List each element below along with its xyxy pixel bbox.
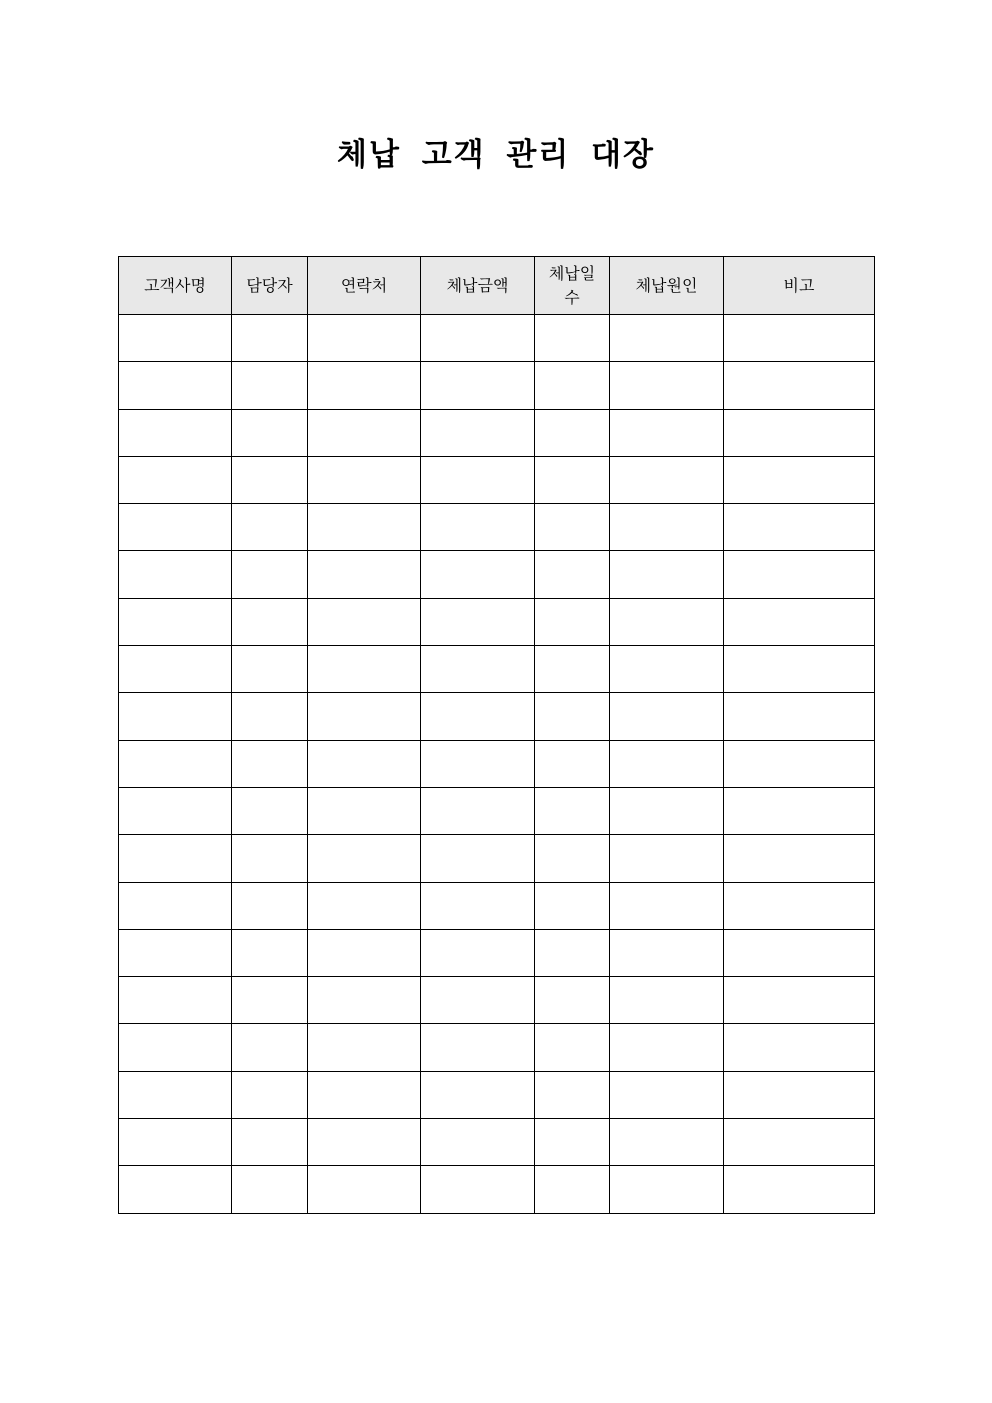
table-cell[interactable] (535, 740, 610, 787)
table-cell[interactable] (610, 835, 724, 882)
table-cell[interactable] (232, 646, 308, 693)
table-cell[interactable] (308, 835, 421, 882)
table-cell[interactable] (119, 693, 232, 740)
table-cell[interactable] (119, 1024, 232, 1071)
table-cell[interactable] (724, 740, 875, 787)
header-label: 고객사명 (144, 275, 206, 295)
table-cell[interactable] (421, 646, 535, 693)
table-cell[interactable] (232, 315, 308, 362)
header-label: 체납원인 (635, 275, 698, 295)
table-cell[interactable] (535, 1166, 610, 1213)
table-cell[interactable] (535, 929, 610, 976)
document-title: 체납 고객 관리 대장 (337, 137, 655, 173)
table-row (119, 740, 875, 787)
table-row (119, 598, 875, 645)
table-row (119, 456, 875, 503)
table-cell[interactable] (421, 787, 535, 834)
table-cell[interactable] (119, 1119, 232, 1166)
table-cell[interactable] (119, 1071, 232, 1118)
table-cell[interactable] (232, 882, 308, 929)
table-cell[interactable] (724, 1166, 875, 1213)
table-row (119, 504, 875, 551)
table-cell[interactable] (610, 551, 724, 598)
table-cell[interactable] (724, 882, 875, 929)
table-cell[interactable] (421, 1024, 535, 1071)
table-row (119, 1166, 875, 1213)
table-cell[interactable] (308, 598, 421, 645)
table-row (119, 882, 875, 929)
table-cell[interactable] (610, 504, 724, 551)
table-cell[interactable] (232, 977, 308, 1024)
table-row (119, 315, 875, 362)
table-cell[interactable] (232, 929, 308, 976)
table-cell[interactable] (119, 409, 232, 456)
table-cell[interactable] (119, 835, 232, 882)
table-cell[interactable] (724, 929, 875, 976)
table-cell[interactable] (421, 551, 535, 598)
table-cell[interactable] (421, 693, 535, 740)
header-overdue-days (535, 257, 610, 315)
header-remarks (724, 257, 875, 315)
table-cell[interactable] (724, 598, 875, 645)
table-cell[interactable] (724, 835, 875, 882)
header-manager (232, 257, 308, 315)
table-cell[interactable] (535, 646, 610, 693)
table-cell[interactable] (610, 456, 724, 503)
table-cell[interactable] (610, 1166, 724, 1213)
table-cell[interactable] (421, 409, 535, 456)
table-cell[interactable] (535, 693, 610, 740)
table-row (119, 646, 875, 693)
table-cell[interactable] (610, 646, 724, 693)
table-cell[interactable] (308, 1024, 421, 1071)
table-cell[interactable] (308, 504, 421, 551)
table-row (119, 693, 875, 740)
table-cell[interactable] (308, 977, 421, 1024)
table-cell[interactable] (308, 929, 421, 976)
table-cell[interactable] (232, 1119, 308, 1166)
header-overdue-amount (421, 257, 535, 315)
table-cell[interactable] (421, 929, 535, 976)
table-cell[interactable] (421, 598, 535, 645)
table-cell[interactable] (232, 551, 308, 598)
table-cell[interactable] (535, 315, 610, 362)
table-body (119, 315, 875, 1214)
table-cell[interactable] (535, 835, 610, 882)
table-cell[interactable] (232, 598, 308, 645)
table-cell[interactable] (610, 315, 724, 362)
table-cell[interactable] (610, 929, 724, 976)
table-cell[interactable] (421, 740, 535, 787)
table-cell[interactable] (724, 1024, 875, 1071)
table-cell[interactable] (535, 1071, 610, 1118)
table-row (119, 835, 875, 882)
table-row (119, 362, 875, 409)
header-overdue-reason (610, 257, 724, 315)
table-row (119, 409, 875, 456)
table-cell[interactable] (308, 456, 421, 503)
table-cell[interactable] (119, 362, 232, 409)
table-cell[interactable] (308, 409, 421, 456)
table-row (119, 1071, 875, 1118)
table-cell[interactable] (308, 1071, 421, 1118)
table-cell[interactable] (535, 1119, 610, 1166)
table-cell[interactable] (119, 1166, 232, 1213)
header-label: 체납일수 (548, 263, 596, 307)
table-cell[interactable] (421, 1166, 535, 1213)
table-cell[interactable] (119, 929, 232, 976)
table-cell[interactable] (421, 456, 535, 503)
table-cell[interactable] (535, 977, 610, 1024)
table-cell[interactable] (610, 977, 724, 1024)
header-contact (308, 257, 421, 315)
table-cell[interactable] (232, 693, 308, 740)
table-cell[interactable] (724, 456, 875, 503)
table-cell[interactable] (119, 977, 232, 1024)
table-cell[interactable] (232, 1024, 308, 1071)
table-cell[interactable] (610, 1071, 724, 1118)
table-row (119, 1024, 875, 1071)
table-row (119, 929, 875, 976)
table-cell[interactable] (535, 1024, 610, 1071)
table-cell[interactable] (119, 740, 232, 787)
table-cell[interactable] (724, 977, 875, 1024)
table-cell[interactable] (724, 1119, 875, 1166)
table-cell[interactable] (535, 598, 610, 645)
table-cell[interactable] (421, 835, 535, 882)
table-cell[interactable] (308, 1166, 421, 1213)
table-cell[interactable] (308, 740, 421, 787)
table-cell[interactable] (421, 1071, 535, 1118)
table-cell[interactable] (232, 787, 308, 834)
header-label: 연락처 (340, 275, 388, 295)
table-cell[interactable] (119, 504, 232, 551)
table-cell[interactable] (610, 598, 724, 645)
table-cell[interactable] (535, 456, 610, 503)
table-cell[interactable] (119, 551, 232, 598)
table-cell[interactable] (119, 882, 232, 929)
table-cell[interactable] (421, 315, 535, 362)
table-cell[interactable] (421, 882, 535, 929)
table-cell[interactable] (119, 315, 232, 362)
table-cell[interactable] (610, 362, 724, 409)
table-cell[interactable] (232, 1166, 308, 1213)
table-cell[interactable] (535, 409, 610, 456)
table-cell[interactable] (724, 1071, 875, 1118)
table-cell[interactable] (610, 693, 724, 740)
table-cell[interactable] (724, 787, 875, 834)
table-cell[interactable] (724, 409, 875, 456)
table-cell[interactable] (421, 1119, 535, 1166)
table-row (119, 551, 875, 598)
table-cell[interactable] (232, 409, 308, 456)
table-cell[interactable] (308, 693, 421, 740)
table-cell[interactable] (610, 740, 724, 787)
table-cell[interactable] (308, 646, 421, 693)
header-label: 체납금액 (446, 275, 509, 295)
table-cell[interactable] (308, 551, 421, 598)
table-row (119, 1119, 875, 1166)
table-cell[interactable] (724, 362, 875, 409)
table-cell[interactable] (610, 882, 724, 929)
table-cell[interactable] (308, 787, 421, 834)
table-cell[interactable] (421, 362, 535, 409)
header-company-name (119, 257, 232, 315)
table-cell[interactable] (724, 646, 875, 693)
table-cell[interactable] (724, 315, 875, 362)
table-cell[interactable] (232, 1071, 308, 1118)
table-cell[interactable] (610, 787, 724, 834)
table-cell[interactable] (119, 456, 232, 503)
table-cell[interactable] (610, 409, 724, 456)
table-cell[interactable] (724, 504, 875, 551)
table-cell[interactable] (724, 693, 875, 740)
header-label: 비고 (783, 275, 815, 295)
table-cell[interactable] (610, 1119, 724, 1166)
table-cell[interactable] (535, 551, 610, 598)
table-cell[interactable] (535, 504, 610, 551)
table-header-row (119, 257, 875, 315)
table-cell[interactable] (535, 787, 610, 834)
table-cell[interactable] (308, 315, 421, 362)
table-cell[interactable] (308, 882, 421, 929)
table-cell[interactable] (232, 740, 308, 787)
table-cell[interactable] (421, 977, 535, 1024)
table-cell[interactable] (119, 787, 232, 834)
table-cell[interactable] (308, 1119, 421, 1166)
header-label: 담당자 (246, 275, 293, 295)
table-row (119, 977, 875, 1024)
overdue-customer-table (118, 256, 875, 1214)
table-cell[interactable] (535, 362, 610, 409)
table-row (119, 787, 875, 834)
table-cell[interactable] (119, 598, 232, 645)
table-cell[interactable] (610, 1024, 724, 1071)
table-cell[interactable] (232, 456, 308, 503)
table-cell[interactable] (232, 504, 308, 551)
table-cell[interactable] (421, 504, 535, 551)
table-cell[interactable] (724, 551, 875, 598)
table-cell[interactable] (308, 362, 421, 409)
table-cell[interactable] (119, 646, 232, 693)
table-cell[interactable] (535, 882, 610, 929)
table-cell[interactable] (232, 835, 308, 882)
table-cell[interactable] (232, 362, 308, 409)
